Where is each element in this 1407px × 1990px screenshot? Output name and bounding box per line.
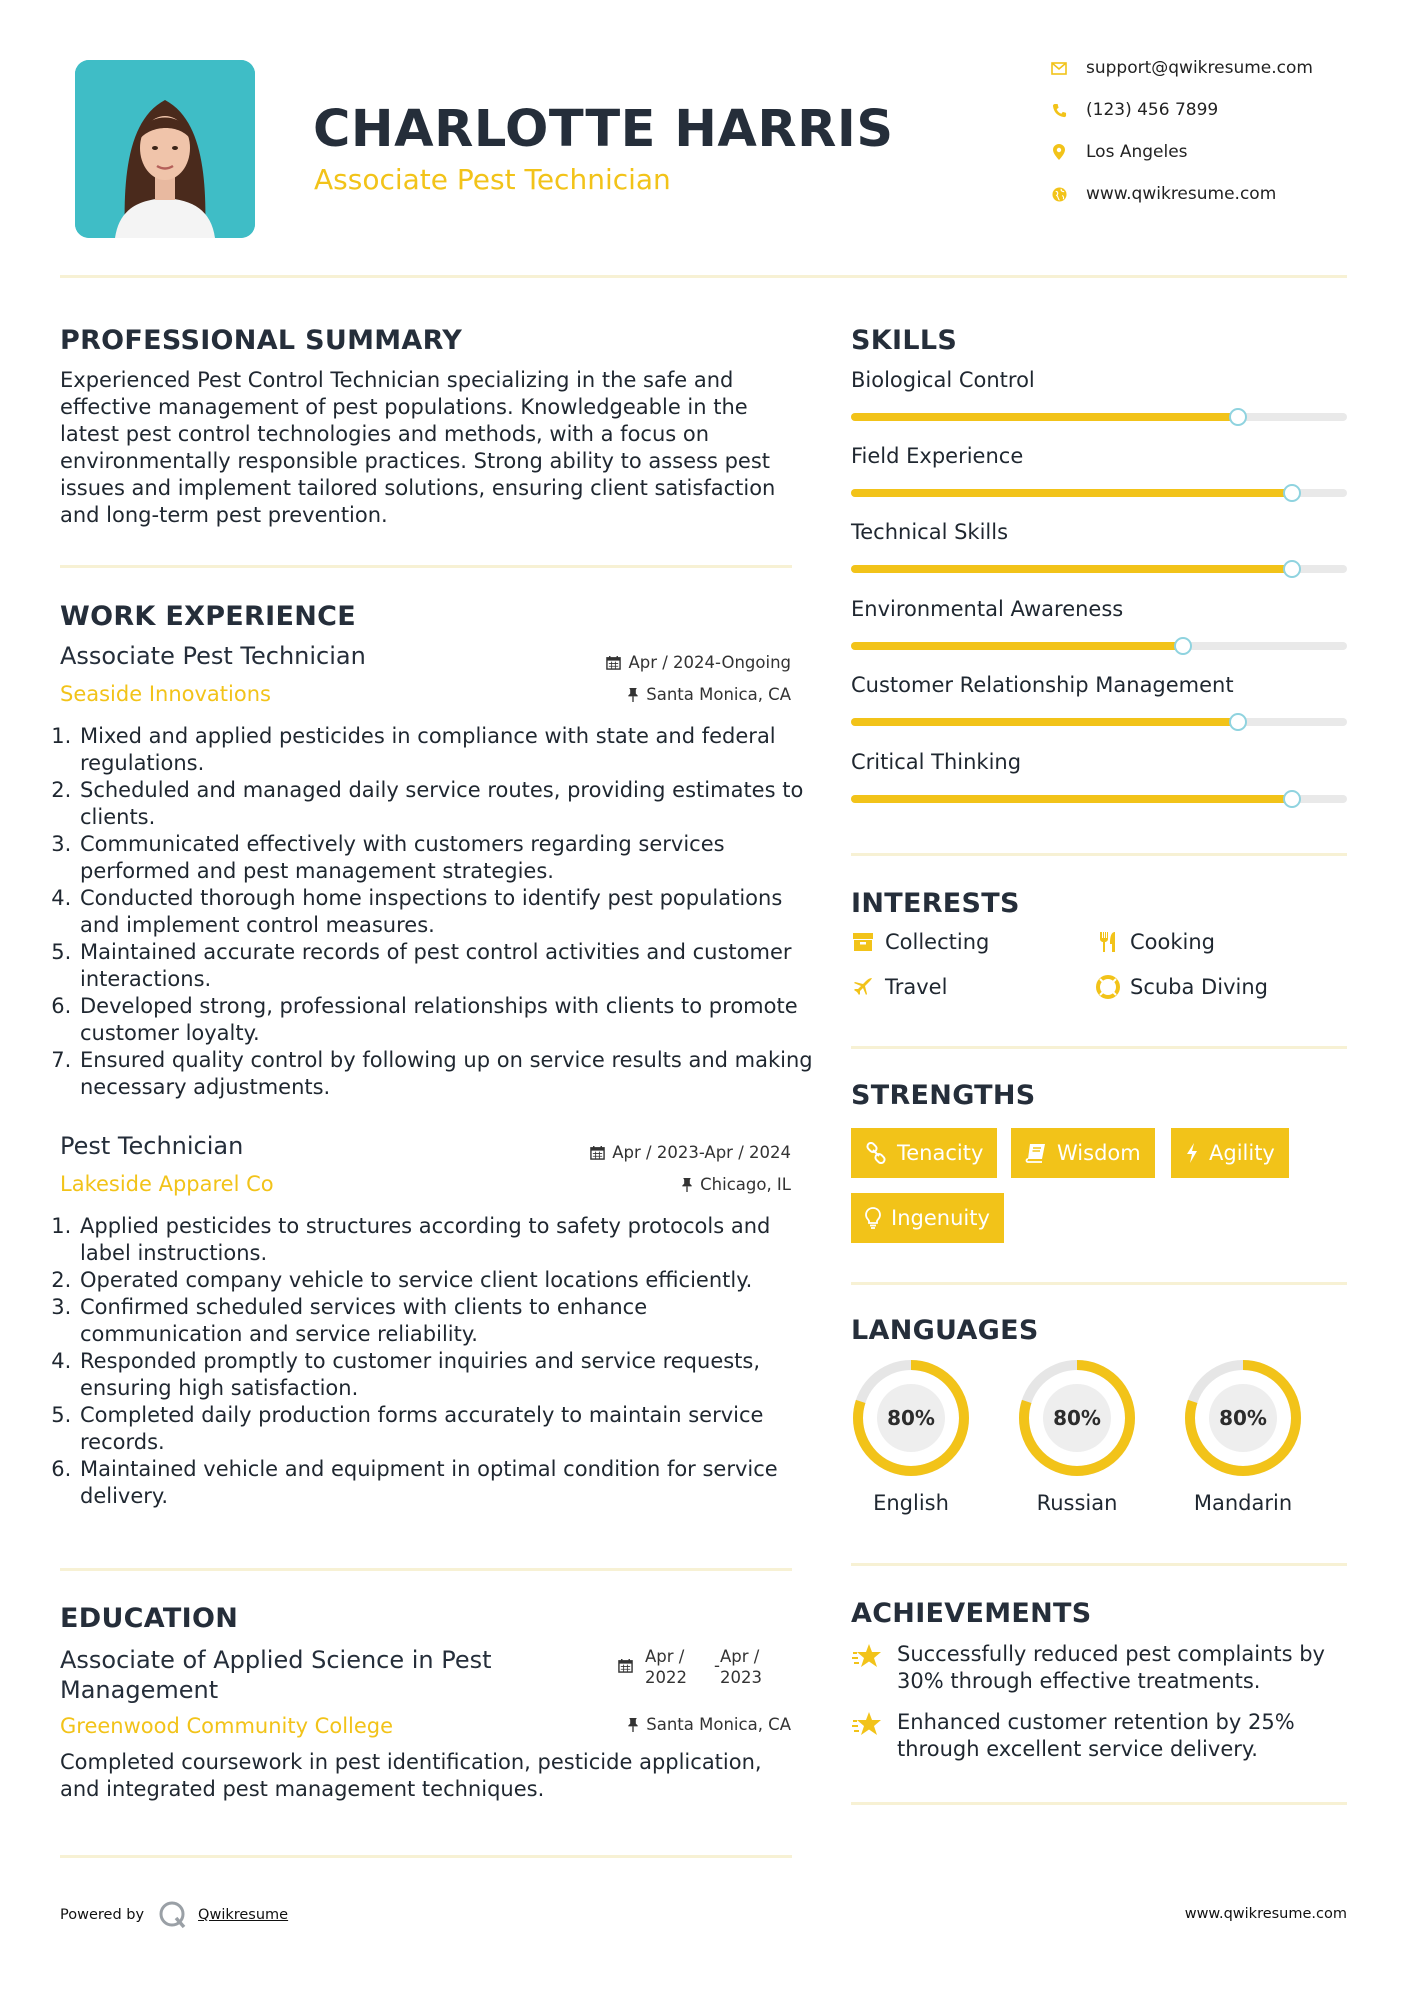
language-item — [1016, 1357, 1138, 1515]
trophy-star-icon — [851, 1709, 887, 1763]
duty-item: 5. Completed daily production forms accurately to maintain service records. — [78, 1402, 816, 1456]
skill-bar — [851, 413, 1347, 421]
candidate-role: Associate Pest Technician — [314, 163, 671, 196]
skill-label: Biological Control — [851, 368, 1035, 392]
summary-divider — [60, 565, 792, 568]
duty-item: 6. Developed strong, professional relationships with clients to promote customer loyalty. — [78, 993, 816, 1047]
education-location-text: Santa Monica, CA — [646, 1715, 791, 1734]
calendar-icon — [618, 1658, 633, 1677]
job-title: Associate Pest Technician — [60, 642, 366, 670]
strength-badge — [851, 1128, 997, 1178]
duty-item: 1. Mixed and applied pesticides in compliance with state and federal regulations. — [78, 723, 816, 777]
language-item — [1182, 1357, 1304, 1515]
job-company: Lakeside Apparel Co — [60, 1172, 274, 1196]
work-heading: WORK EXPERIENCE — [60, 601, 356, 632]
skills-divider — [851, 853, 1347, 856]
achievement-item — [851, 1641, 1347, 1695]
job-duties — [56, 1213, 816, 1510]
education-heading: EDUCATION — [60, 1603, 239, 1634]
skill-bar-knob — [1229, 713, 1247, 731]
skill-bar-fill — [851, 795, 1292, 803]
phone-icon — [1050, 101, 1068, 119]
achievements-divider — [851, 1802, 1347, 1805]
contact-website-text: www.qwikresume.com — [1086, 184, 1277, 204]
job-date-text: Apr / 2024-Ongoing — [628, 653, 791, 672]
interest-item — [851, 975, 947, 999]
skill-bar-fill — [851, 489, 1292, 497]
strength-label: Tenacity — [897, 1141, 984, 1165]
language-percent: 80% — [1219, 1406, 1267, 1430]
archive-icon — [851, 932, 875, 952]
job-location — [627, 685, 791, 704]
footer-brand-link[interactable]: Qwikresume — [198, 1907, 289, 1923]
skill-label: Technical Skills — [851, 520, 1009, 544]
pushpin-icon — [627, 1717, 639, 1732]
education-divider — [60, 1855, 792, 1858]
skill-label: Critical Thinking — [851, 750, 1022, 774]
interests-heading: INTERESTS — [851, 888, 1020, 919]
contact-website[interactable] — [1050, 184, 1276, 204]
strength-badge — [1171, 1128, 1289, 1178]
job-date — [590, 1143, 791, 1162]
duty-item: 2. Scheduled and managed daily service routes, providing estimates to clients. — [78, 777, 816, 831]
skill-bar-knob — [1229, 408, 1247, 426]
education-date-separator: - — [714, 1656, 720, 1675]
book-icon — [1025, 1143, 1047, 1163]
education-text: Completed coursework in pest identification, pesticide application, and integrated pest management techniques. — [60, 1750, 762, 1801]
skill-bar-knob — [1283, 484, 1301, 502]
job-date — [606, 653, 791, 672]
strengths-divider — [851, 1282, 1347, 1285]
contact-email-text: support@qwikresume.com — [1086, 58, 1313, 78]
skill-label: Environmental Awareness — [851, 597, 1124, 621]
language-percent: 80% — [1053, 1406, 1101, 1430]
globe-icon — [1050, 185, 1068, 203]
summary-heading: PROFESSIONAL SUMMARY — [60, 325, 463, 356]
calendar-icon — [606, 655, 621, 670]
candidate-name: CHARLOTTE HARRIS — [313, 100, 894, 159]
utensils-icon — [1096, 931, 1120, 953]
skill-label: Field Experience — [851, 444, 1024, 468]
contact-phone-text: (123) 456 7899 — [1086, 100, 1219, 120]
strength-badge — [851, 1193, 1004, 1243]
job-title: Pest Technician — [60, 1132, 244, 1160]
duty-item: 7. Ensured quality control by following up on service results and making necessary adjustments. — [78, 1047, 816, 1101]
achievements-heading: ACHIEVEMENTS — [851, 1598, 1092, 1629]
strength-label: Ingenuity — [891, 1206, 990, 1230]
skill-bar-knob — [1174, 637, 1192, 655]
skill-bar-fill — [851, 565, 1292, 573]
interest-item — [1096, 975, 1268, 999]
bolt-icon — [1185, 1142, 1199, 1164]
lightbulb-icon — [865, 1207, 881, 1229]
skill-bar — [851, 565, 1347, 573]
language-ring — [1016, 1357, 1138, 1479]
degree-title: Associate of Applied Science in Pest Management — [60, 1646, 492, 1704]
life-ring-icon — [1096, 975, 1120, 999]
skill-bar — [851, 718, 1347, 726]
duty-item: 4. Conducted thorough home inspections to identify pest populations and implement control measures. — [78, 885, 816, 939]
duty-item: 5. Maintained accurate records of pest control activities and customer interactions. — [78, 939, 816, 993]
skill-bar — [851, 489, 1347, 497]
pushpin-icon — [627, 687, 639, 702]
pushpin-icon — [681, 1177, 693, 1192]
achievement-text: Successfully reduced pest complaints by 30% through effective treatments. — [897, 1642, 1325, 1693]
calendar-icon — [590, 1145, 605, 1160]
duty-item: 3. Communicated effectively with customers regarding services performed and pest management strategies. — [78, 831, 816, 885]
skill-bar — [851, 795, 1347, 803]
strength-badge — [1011, 1128, 1155, 1178]
achievement-text: Enhanced customer retention by 25% through excellent service delivery. — [897, 1710, 1295, 1761]
skills-heading: SKILLS — [851, 325, 958, 356]
contact-email[interactable] — [1050, 58, 1313, 78]
job-location-text: Chicago, IL — [700, 1175, 791, 1194]
education-date-end: Apr / 2023 — [720, 1647, 762, 1687]
map-pin-icon — [1050, 143, 1068, 161]
link-icon — [865, 1142, 887, 1164]
footer-powered-by — [60, 1900, 288, 1930]
skill-bar-knob — [1283, 790, 1301, 808]
envelope-icon — [1050, 59, 1068, 77]
strength-label: Wisdom — [1057, 1141, 1141, 1165]
skill-bar-fill — [851, 413, 1238, 421]
language-ring — [1182, 1357, 1304, 1479]
skill-bar-fill — [851, 642, 1183, 650]
education-date-start: Apr / 2022 — [645, 1647, 687, 1687]
interest-label: Cooking — [1130, 930, 1215, 954]
skill-bar — [851, 642, 1347, 650]
interest-item — [851, 930, 989, 954]
duty-item: 4. Responded promptly to customer inquiries and service requests, ensuring high satisfaction. — [78, 1348, 816, 1402]
contact-phone[interactable] — [1050, 100, 1218, 120]
summary-text: Experienced Pest Control Technician specializing in the safe and effective management of pest populations. Knowledgeable in the latest pest control technologies and methods, with a focus on environmentally responsible practices. Strong ability to assess pest issues and implement tailored solutions, ensuring client satisfaction and long-term pest prevention. — [60, 368, 776, 527]
achievement-item — [851, 1709, 1347, 1763]
work-divider — [60, 1568, 792, 1571]
job-date-text: Apr / 2023-Apr / 2024 — [612, 1143, 791, 1162]
job-location — [681, 1175, 791, 1194]
language-name: Russian — [1036, 1491, 1118, 1515]
language-ring — [850, 1357, 972, 1479]
interest-label: Travel — [885, 975, 948, 999]
job-location-text: Santa Monica, CA — [646, 685, 791, 704]
skill-bar-knob — [1283, 560, 1301, 578]
language-name: English — [873, 1491, 949, 1515]
qwikresume-logo-icon — [158, 1900, 188, 1930]
interests-divider — [851, 1046, 1347, 1049]
interest-item — [1096, 930, 1215, 954]
interest-label: Scuba Diving — [1130, 975, 1268, 999]
header-divider — [60, 275, 1347, 278]
job-company: Seaside Innovations — [60, 682, 271, 706]
skill-bar-fill — [851, 718, 1238, 726]
contact-location — [1050, 142, 1188, 162]
interest-label: Collecting — [885, 930, 990, 954]
language-name: Mandarin — [1193, 1491, 1293, 1515]
footer-website-link[interactable]: www.qwikresume.com — [1184, 1906, 1347, 1922]
languages-heading: LANGUAGES — [851, 1315, 1039, 1346]
language-percent: 80% — [887, 1406, 935, 1430]
job-duties — [56, 723, 816, 1101]
strength-label: Agility — [1209, 1141, 1275, 1165]
duty-item: 1. Applied pesticides to structures according to safety protocols and label instructions. — [78, 1213, 816, 1267]
skill-label: Customer Relationship Management — [851, 673, 1234, 697]
strengths-heading: STRENGTHS — [851, 1080, 1036, 1111]
plane-icon — [851, 977, 875, 997]
duty-item: 2. Operated company vehicle to service client locations efficiently. — [78, 1267, 816, 1294]
contact-location-text: Los Angeles — [1086, 142, 1188, 162]
education-location — [627, 1715, 791, 1734]
language-item — [850, 1357, 972, 1515]
duty-item: 3. Confirmed scheduled services with clients to enhance communication and service reliability. — [78, 1294, 816, 1348]
powered-by-label: Powered by — [60, 1907, 145, 1923]
languages-divider — [851, 1563, 1347, 1566]
school-name: Greenwood Community College — [60, 1714, 394, 1738]
duty-item: 6. Maintained vehicle and equipment in optimal condition for service delivery. — [78, 1456, 816, 1510]
trophy-star-icon — [851, 1641, 887, 1695]
profile-photo — [75, 60, 255, 238]
